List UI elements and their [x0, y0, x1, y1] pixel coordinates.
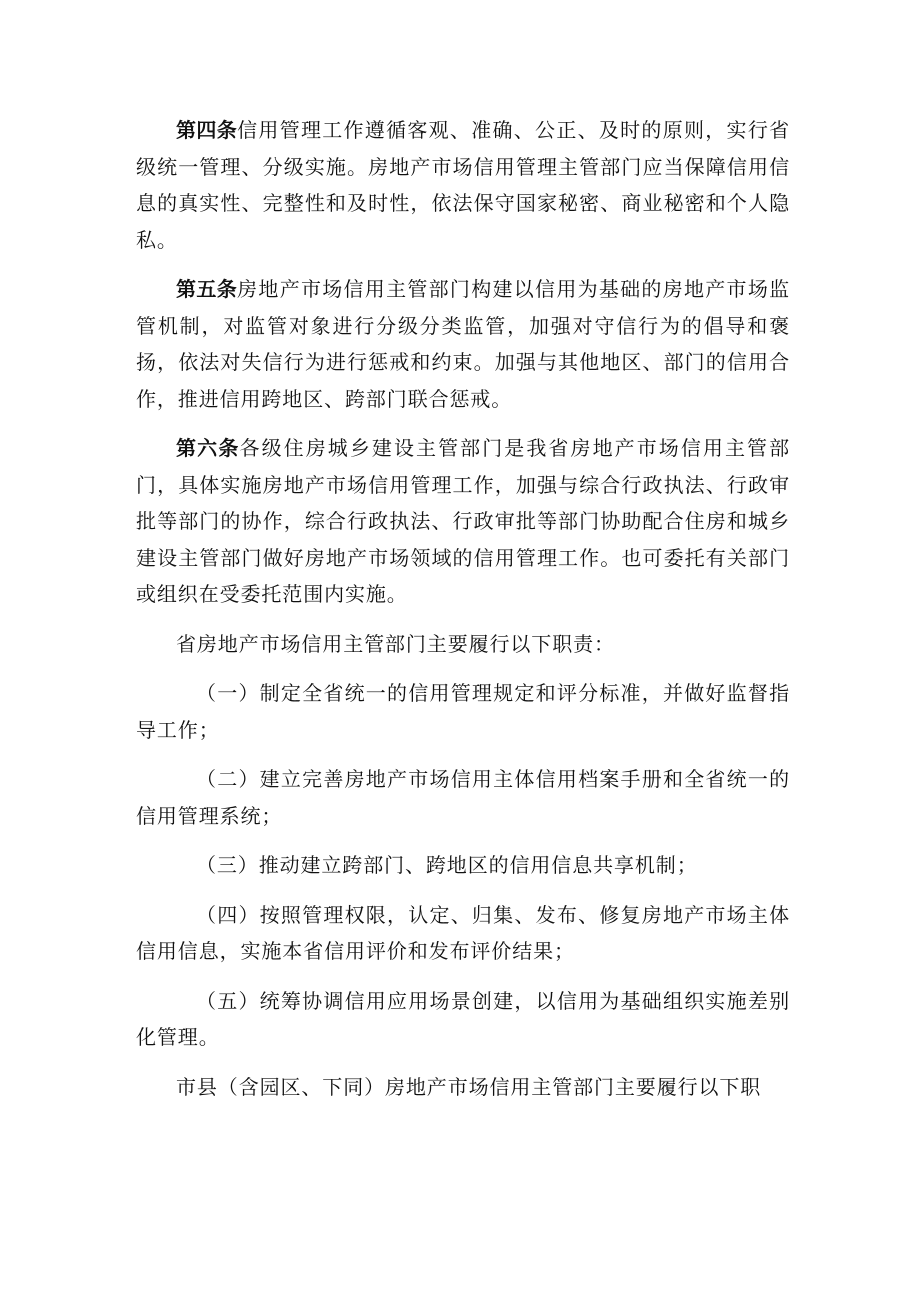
paragraph-text: （二）建立完善房地产市场信用主体信用档案手册和全省统一的信用管理系统；	[136, 767, 790, 828]
article-text: 房地产市场信用主管部门构建以信用为基础的房地产市场监管机制，对监管对象进行分级分类监管，加强对守信行为的倡导和褒扬，依法对失信行为进行惩戒和约束。加强与其他地区、部门的信用合作，推进信用跨地区、跨部门联合惩戒。	[136, 277, 790, 411]
article-title: 第四条	[176, 118, 238, 142]
article-text: 各级住房城乡建设主管部门是我省房地产市场信用主管部门，具体实施房地产市场信用管理工作，加强与综合行政执法、行政审批等部门的协作，综合行政执法、行政审批等部门协助配合住房和城乡建设主管部门做好房地产市场领域的信用管理工作。也可委托有关部门或组织在受委托范围内实施。	[136, 436, 790, 606]
article-text: 信用管理工作遵循客观、准确、公正、及时的原则，实行省级统一管理、分级实施。房地产市场信用管理主管部门应当保障信用信息的真实性、完整性和及时性，依法保守国家秘密、商业秘密和个人隐私。	[136, 118, 790, 252]
duty-item-1	[136, 675, 790, 748]
paragraph-text: （三）推动建立跨部门、跨地区的信用信息共享机制；	[196, 853, 698, 877]
duty-item-3	[136, 847, 790, 884]
paragraph-text: 省房地产市场信用主管部门主要履行以下职责：	[176, 631, 615, 656]
paragraph-text: （五）统筹协调信用应用场景创建，以信用为基础组织实施差别化管理。	[136, 988, 790, 1049]
duty-item-5	[136, 983, 790, 1056]
article-6-paragraph	[136, 430, 790, 613]
paragraph-text: （四）按照管理权限，认定、归集、发布、修复房地产市场主体信用信息，实施本省信用评价和发布评价结果；	[136, 902, 790, 963]
paragraph-text: （一）制定全省统一的信用管理规定和评分标准，并做好监督指导工作；	[136, 681, 790, 742]
document-page	[136, 112, 790, 1105]
paragraph-text: 市县（含园区、下同）房地产市场信用主管部门主要履行以下职	[176, 1074, 762, 1099]
article-5-paragraph	[136, 271, 790, 417]
duty-item-2	[136, 761, 790, 834]
article-4-paragraph	[136, 112, 790, 258]
duty-item-4	[136, 897, 790, 970]
article-title: 第五条	[176, 277, 238, 301]
county-duties-intro	[136, 1069, 790, 1106]
article-title: 第六条	[176, 436, 240, 460]
provincial-duties-intro	[136, 626, 790, 663]
